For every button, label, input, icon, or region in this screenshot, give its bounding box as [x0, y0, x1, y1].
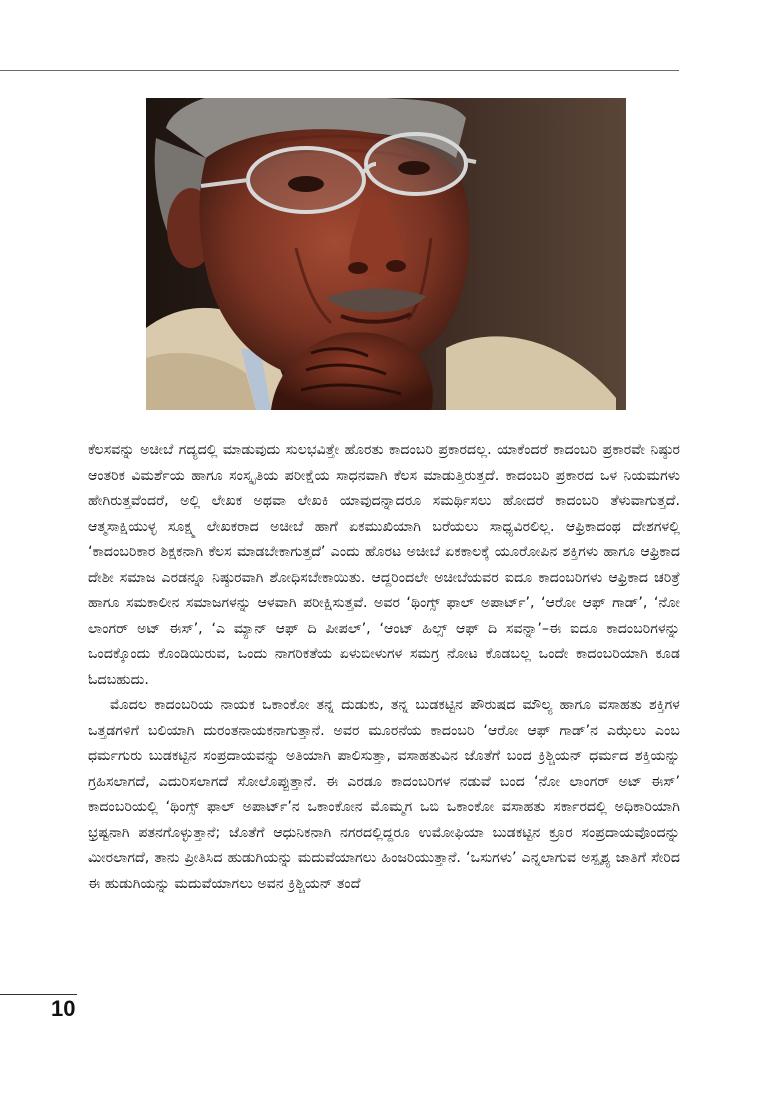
paragraph-1: ಕೆಲಸವನ್ನು ಅಚೀಬೆ ಗದ್ಯದಲ್ಲಿ ಮಾಡುವುದು ಸುಲಭವಿತ್ತೇ ಹೊರತು ಕಾದಂಬರಿ ಪ್ರಕಾರದಲ್ಲ. ಯಾಕೆಂದರೆ ಕಾದಂಬರಿ ಪ್ರಕಾರವೇ ನಿಷ್ಠುರ ಆಂತರಿಕ ವಿಮರ್ಶೆಯ ಹಾಗೂ ಸಂಸ್ಕೃತಿಯ ಪರೀಕ್ಷೆಯ ಸಾಧನವಾಗಿ ಕೆಲಸ ಮಾಡುತ್ತಿರುತ್ತದೆ. ಕಾದಂಬರಿ ಪ್ರಕಾರದ ಒಳ ನಿಯಮಗಳು ಹೇಗಿರುತ್ತವೆಂದರೆ, ಅಲ್ಲಿ ಲೇಖಕ ಅಥವಾ ಲೇಖಕಿ ಯಾವುದನ್ನಾದರೂ ಸಮರ್ಥಿಸಲು ಹೋದರೆ ಕಾದಂಬರಿ ತೆಳುವಾಗುತ್ತದೆ. ಆತ್ಮಸಾಕ್ಷಿಯುಳ್ಳ ಸೂಕ್ಷ್ಮ ಲೇಖಕರಾದ ಅಚೀಬೆ ಹಾಗೆ ಏಕಮುಖಿಯಾಗಿ ಬರೆಯಲು ಸಾಧ್ಯವಿರಲಿಲ್ಲ. ಆಫ್ರಿಕಾದಂಥ ದೇಶಗಳಲ್ಲಿ ‘ಕಾದಂಬರಿಕಾರ ಶಿಕ್ಷಕನಾಗಿ ಕೆಲಸ ಮಾಡಬೇಕಾಗುತ್ತದೆ’ ಎಂದು ಹೊರಟ ಅಚೀಬೆ ಏಕಕಾಲಕ್ಕೆ ಯೂರೋಪಿನ ಶಕ್ತಿಗಳು ಹಾಗೂ ಆಫ್ರಿಕಾದ ದೇಶೀ ಸಮಾಜ ಎರಡನ್ನೂ ನಿಷ್ಠುರವಾಗಿ ಶೋಧಿಸಬೇಕಾಯಿತು. ಆದ್ದರಿಂದಲೇ ಅಚೀಬೆಯವರ ಐದೂ ಕಾದಂಬರಿಗಳು ಆಫ್ರಿಕಾದ ಚರಿತ್ರೆ ಹಾಗೂ ಸಮಕಾಲೀನ ಸಮಾಜಗಳನ್ನು ಆಳವಾಗಿ ಪರೀಕ್ಷಿಸುತ್ತವೆ. ಅವರ ‘ಥಿಂಗ್ಸ್ ಫಾಲ್ ಅಪಾರ್ಟ್’, ‘ಆರೋ ಆಫ್ ಗಾಡ್’, ‘ನೋ ಲಾಂಗರ್ ಅಟ್ ಈಸ್’, ‘ಎ ಮ್ಯಾನ್ ಆಫ್ ದಿ ಪೀಪಲ್’, ‘ಆಂಟ್ ಹಿಲ್ಸ್ ಆಫ್ ದಿ ಸವನ್ನಾ’–ಈ ಐದೂ ಕಾದಂಬರಿಗಳನ್ನು ಒಂದಕ್ಕೊಂದು ಕೊಂಡಿಯಿರುವ, ಒಂದು ನಾಗರಿಕತೆಯ ಏಳುಬೀಳುಗಳ ಸಮಗ್ರ ನೋಟ ಕೊಡಬಲ್ಲ ಒಂದೇ ಕಾದಂಬರಿಯಾಗಿ ಕೂಡ ಓದಬಹುದು.: [88, 442, 680, 688]
portrait-illustration: [146, 98, 626, 410]
footer-rule: [0, 994, 77, 995]
paragraph-2: ಮೊದಲ ಕಾದಂಬರಿಯ ನಾಯಕ ಒಕಾಂಕೋ ತನ್ನ ದುಡುಕು, ತನ್ನ ಬುಡಕಟ್ಟಿನ ಪೌರುಷದ ಮೌಲ್ಯ ಹಾಗೂ ವಸಾಹತು ಶಕ್ತಿಗಳ ಒತ್ತಡಗಳಿಗೆ ಬಲಿಯಾಗಿ ದುರಂತನಾಯಕನಾಗುತ್ತಾನೆ. ಅವರ ಮೂರನೆಯ ಕಾದಂಬರಿ ‘ಆರೋ ಆಫ್ ಗಾಡ್’ನ ಎಝೆಲು ಎಂಬ ಧರ್ಮಗುರು ಬುಡಕಟ್ಟಿನ ಸಂಪ್ರದಾಯವನ್ನು ಅತಿಯಾಗಿ ಪಾಲಿಸುತ್ತಾ, ವಸಾಹತುವಿನ ಜೊತೆಗೆ ಬಂದ ಕ್ರಿಶ್ಚಿಯನ್ ಧರ್ಮದ ಶಕ್ತಿಯನ್ನು ಗ್ರಹಿಸಲಾಗದೆ, ಎದುರಿಸಲಾಗದೆ ಸೋಲೊಪ್ಪುತ್ತಾನೆ. ಈ ಎರಡೂ ಕಾದಂಬರಿಗಳ ನಡುವೆ ಬಂದ ‘ನೋ ಲಾಂಗರ್ ಅಟ್ ಈಸ್’ ಕಾದಂಬರಿಯಲ್ಲಿ ‘ಥಿಂಗ್ಸ್ ಫಾಲ್ ಅಪಾರ್ಟ್’ನ ಒಕಾಂಕೋನ ಮೊಮ್ಮಗ ಒಬಿ ಒಕಾಂಕೋ ವಸಾಹತು ಸರ್ಕಾರದಲ್ಲಿ ಅಧಿಕಾರಿಯಾಗಿ ಭ್ರಷ್ಟನಾಗಿ ಪತನಗೊಳ್ಳುತ್ತಾನೆ; ಜೊತೆಗೆ ಆಧುನಿಕನಾಗಿ ನಗರದಲ್ಲಿದ್ದರೂ ಉಮೋಫಿಯಾ ಬುಡಕಟ್ಟಿನ ಕ್ರೂರ ಸಂಪ್ರದಾಯವೊಂದನ್ನು ಮೀರಲಾಗದೆ, ತಾನು ಪ್ರೀತಿಸಿದ ಹುಡುಗಿಯನ್ನು ಮದುವೆಯಾಗಲು ಹಿಂಜರಿಯುತ್ತಾನೆ. ‘ಒಸುಗಳು’ ಎನ್ನಲಾಗುವ ಅಸ್ಪೃಶ್ಯ ಜಾತಿಗೆ ಸೇರಿದ ಈ ಹುಡುಗಿಯನ್ನು ಮದುವೆಯಾಗಲು ಅವನ ಕ್ರಿಶ್ಚಿಯನ್ ತಂದೆ: [88, 697, 680, 892]
article-body: [88, 438, 680, 897]
header-rule: [0, 70, 679, 71]
page-number: 10: [51, 996, 76, 1021]
author-portrait-photo: [146, 98, 626, 410]
